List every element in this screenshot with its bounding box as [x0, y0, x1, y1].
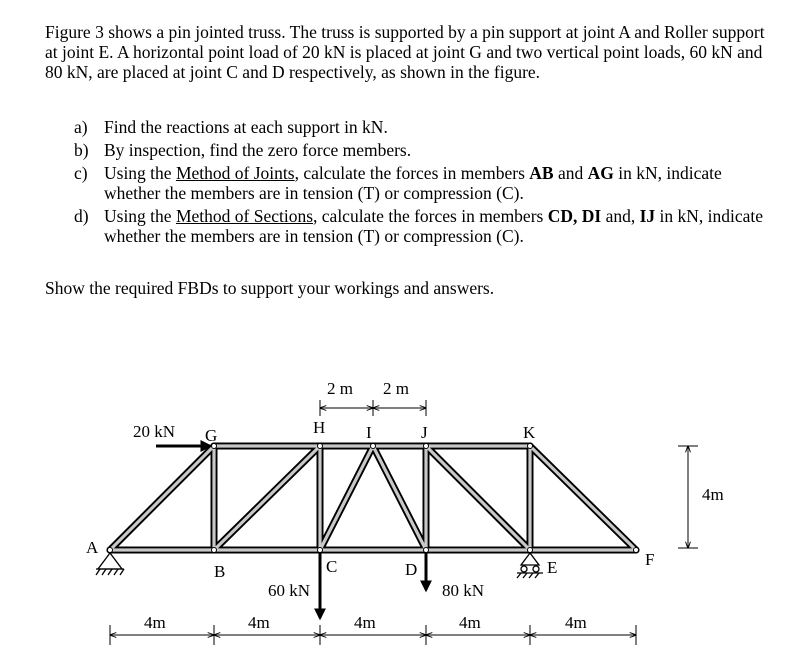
- member-outlines: [110, 446, 636, 550]
- load-label-60kn: 60 kN: [268, 581, 311, 600]
- item-text: , calculate the forces in members: [294, 163, 530, 183]
- joint-label-a: A: [86, 538, 99, 557]
- item-text: Find the reactions at each support in kN.: [104, 117, 388, 137]
- item-text: in kN, indicate whether the members are in tension (T) or compression (C).: [104, 206, 764, 246]
- dim-label-span-2: 4m: [248, 613, 270, 632]
- item-text: Using the: [104, 206, 176, 226]
- item-text: and: [553, 163, 588, 183]
- item-label: c): [74, 163, 88, 183]
- joint-pins: [108, 444, 639, 553]
- roller-support-icon: [517, 553, 543, 578]
- dim-label-span-3: 4m: [354, 613, 376, 632]
- closing-instruction: Show the required FBDs to support your workings and answers.: [45, 278, 495, 298]
- load-label-80kn: 80 kN: [442, 581, 485, 600]
- member-ab: AB: [529, 163, 554, 183]
- item-text: , calculate the forces in members: [313, 206, 548, 226]
- members-cd-di: CD, DI: [547, 206, 602, 226]
- joint-label-b: B: [214, 562, 226, 581]
- joint-label-f: F: [645, 550, 655, 569]
- dim-label-span-1: 4m: [144, 613, 166, 632]
- method-of-joints-text: Method of Joints: [175, 163, 295, 183]
- item-label: d): [74, 206, 89, 226]
- item-text: and,: [601, 206, 640, 226]
- truss-members: [108, 444, 639, 553]
- item-label: a): [74, 117, 88, 137]
- question-intro: Figure 3 shows a pin jointed truss. The truss is supported by a pin support at joint A and Roller support at joint E. A horizontal point load of 20 kN is placed at joint G and two vertical point loads, 60 kN and 80 kN, are placed at joint C and D respectively, as shown in the figure.: [45, 22, 765, 82]
- item-label: b): [74, 140, 89, 160]
- member-fills: [110, 446, 636, 550]
- joint-label-c: C: [326, 557, 338, 576]
- dim-label-span-4: 4m: [459, 613, 481, 632]
- joint-label-k: K: [523, 423, 536, 442]
- dim-label-2m-left: 2 m: [327, 379, 353, 398]
- joint-label-j: J: [421, 423, 428, 442]
- item-text: By inspection, find the zero force members.: [104, 140, 412, 160]
- joint-label-g: G: [205, 426, 218, 445]
- joint-label-d: D: [405, 560, 418, 579]
- dim-label-height: 4m: [702, 485, 724, 504]
- joint-label-h: H: [313, 418, 326, 437]
- item-text: Using the: [104, 163, 176, 183]
- item-text: in kN, indicate whether the members are in tension (T) or compression (C).: [104, 163, 722, 203]
- dim-label-2m-right: 2 m: [383, 379, 409, 398]
- dim-label-span-5: 4m: [565, 613, 587, 632]
- joint-label-e: E: [547, 558, 558, 577]
- load-label-20kn: 20 kN: [133, 422, 176, 441]
- pin-support-icon: [96, 553, 124, 575]
- joint-label-i: I: [366, 423, 372, 442]
- member-ij: IJ: [639, 206, 656, 226]
- member-ag: AG: [587, 163, 614, 183]
- method-of-sections-text: Method of Sections: [175, 206, 314, 226]
